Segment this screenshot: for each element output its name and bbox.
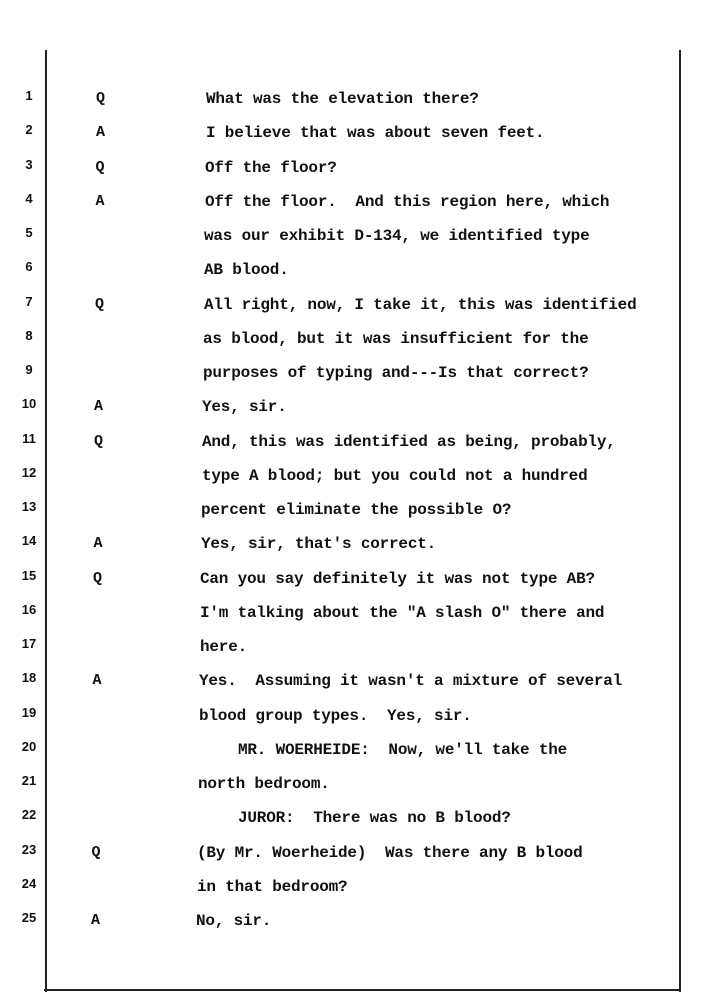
transcript-line xyxy=(0,805,720,835)
speaker-label: Q xyxy=(95,295,105,313)
line-number: 12 xyxy=(21,464,37,480)
testimony-text: purposes of typing and---Is that correct? xyxy=(203,364,589,382)
transcript-line xyxy=(0,394,720,424)
speaker-label: A xyxy=(92,672,102,690)
transcript-line xyxy=(0,360,720,390)
transcript-line xyxy=(0,497,720,527)
line-number: 2 xyxy=(25,122,33,138)
testimony-text: here. xyxy=(200,638,248,656)
speaker-label: A xyxy=(94,398,104,416)
speaker-label: A xyxy=(95,192,105,210)
line-number: 20 xyxy=(21,738,37,754)
line-number: 4 xyxy=(25,190,33,206)
speaker-label: Q xyxy=(95,158,105,176)
testimony-text: AB blood. xyxy=(204,261,289,280)
transcript-line xyxy=(0,326,720,356)
line-number: 17 xyxy=(21,636,37,651)
transcript-line xyxy=(0,771,720,801)
line-number: 5 xyxy=(25,225,33,240)
testimony-text: north bedroom. xyxy=(198,775,330,793)
speaker-label: A xyxy=(96,124,106,142)
transcript-line xyxy=(0,840,720,870)
line-number: 13 xyxy=(21,499,37,514)
line-number: 25 xyxy=(21,910,37,925)
speaker-label: Q xyxy=(91,843,101,861)
testimony-text: I'm talking about the "A slash O" there and xyxy=(200,603,605,622)
line-number: 14 xyxy=(21,533,37,549)
testimony-text: percent eliminate the possible O? xyxy=(201,501,512,519)
transcript-line xyxy=(0,155,720,185)
transcript-line xyxy=(0,189,720,219)
testimony-text: I believe that was about seven feet. xyxy=(206,124,545,143)
line-number: 15 xyxy=(21,567,37,583)
testimony-text: What was the elevation there? xyxy=(206,90,479,108)
line-number: 3 xyxy=(25,156,33,172)
line-number: 22 xyxy=(21,807,37,823)
line-number: 18 xyxy=(21,670,37,686)
transcript-line xyxy=(0,257,720,287)
line-number: 11 xyxy=(22,430,36,446)
transcript-line xyxy=(0,429,720,459)
testimony-text: All right, now, I take it, this was identified xyxy=(204,295,637,314)
testimony-text: Can you say definitely it was not type AB? xyxy=(200,569,595,588)
line-number: 21 xyxy=(21,773,37,788)
transcript-line xyxy=(0,703,720,733)
testimony-text: blood group types. Yes, sir. xyxy=(199,706,472,725)
transcript-line xyxy=(0,737,720,767)
testimony-text: type A blood; but you could not a hundred xyxy=(202,466,588,485)
testimony-text: And, this was identified as being, probably, xyxy=(202,432,616,451)
speaker-label: Q xyxy=(94,432,104,450)
speaker-label: A xyxy=(93,535,103,553)
line-number: 9 xyxy=(25,362,33,377)
line-number: 1 xyxy=(25,88,33,103)
transcript-line xyxy=(0,292,720,322)
testimony-text: Off the floor. And this region here, which xyxy=(205,192,610,211)
line-number: 7 xyxy=(25,293,33,309)
speaker-label: Q xyxy=(93,569,103,587)
testimony-text: was our exhibit D-134, we identified type xyxy=(204,227,590,245)
testimony-text: (By Mr. Woerheide) Was there any B blood xyxy=(197,843,583,862)
transcript-line xyxy=(0,120,720,150)
testimony-text: Off the floor? xyxy=(205,158,337,177)
line-number: 6 xyxy=(25,259,33,275)
line-number: 19 xyxy=(21,704,37,720)
transcript-line xyxy=(0,531,720,561)
testimony-text: No, sir. xyxy=(196,912,272,930)
line-number: 24 xyxy=(21,875,37,891)
testimony-text: Yes, sir. xyxy=(202,398,287,417)
speaker-label: A xyxy=(91,912,101,929)
transcript-line xyxy=(0,600,720,630)
testimony-text: JUROR: There was no B blood? xyxy=(238,809,511,828)
line-number: 16 xyxy=(21,601,37,617)
transcript-line xyxy=(0,86,720,116)
transcript-line xyxy=(0,874,720,904)
testimony-text: as blood, but it was insufficient for the xyxy=(203,329,589,348)
testimony-text: MR. WOERHEIDE: Now, we'll take the xyxy=(238,740,568,759)
testimony-text: Yes. Assuming it wasn't a mixture of several xyxy=(199,672,623,691)
transcript-line xyxy=(0,566,720,596)
transcript-line xyxy=(0,908,720,938)
bottom-rule xyxy=(44,989,681,991)
line-number: 23 xyxy=(21,841,37,857)
transcript-line xyxy=(0,463,720,493)
transcript-line xyxy=(0,634,720,664)
transcript-line xyxy=(0,223,720,253)
testimony-text: Yes, sir, that's correct. xyxy=(201,535,437,554)
line-number: 10 xyxy=(21,396,37,412)
speaker-label: Q xyxy=(96,90,106,107)
testimony-text: in that bedroom? xyxy=(197,877,348,896)
line-number: 8 xyxy=(25,327,33,343)
transcript-line xyxy=(0,668,720,698)
